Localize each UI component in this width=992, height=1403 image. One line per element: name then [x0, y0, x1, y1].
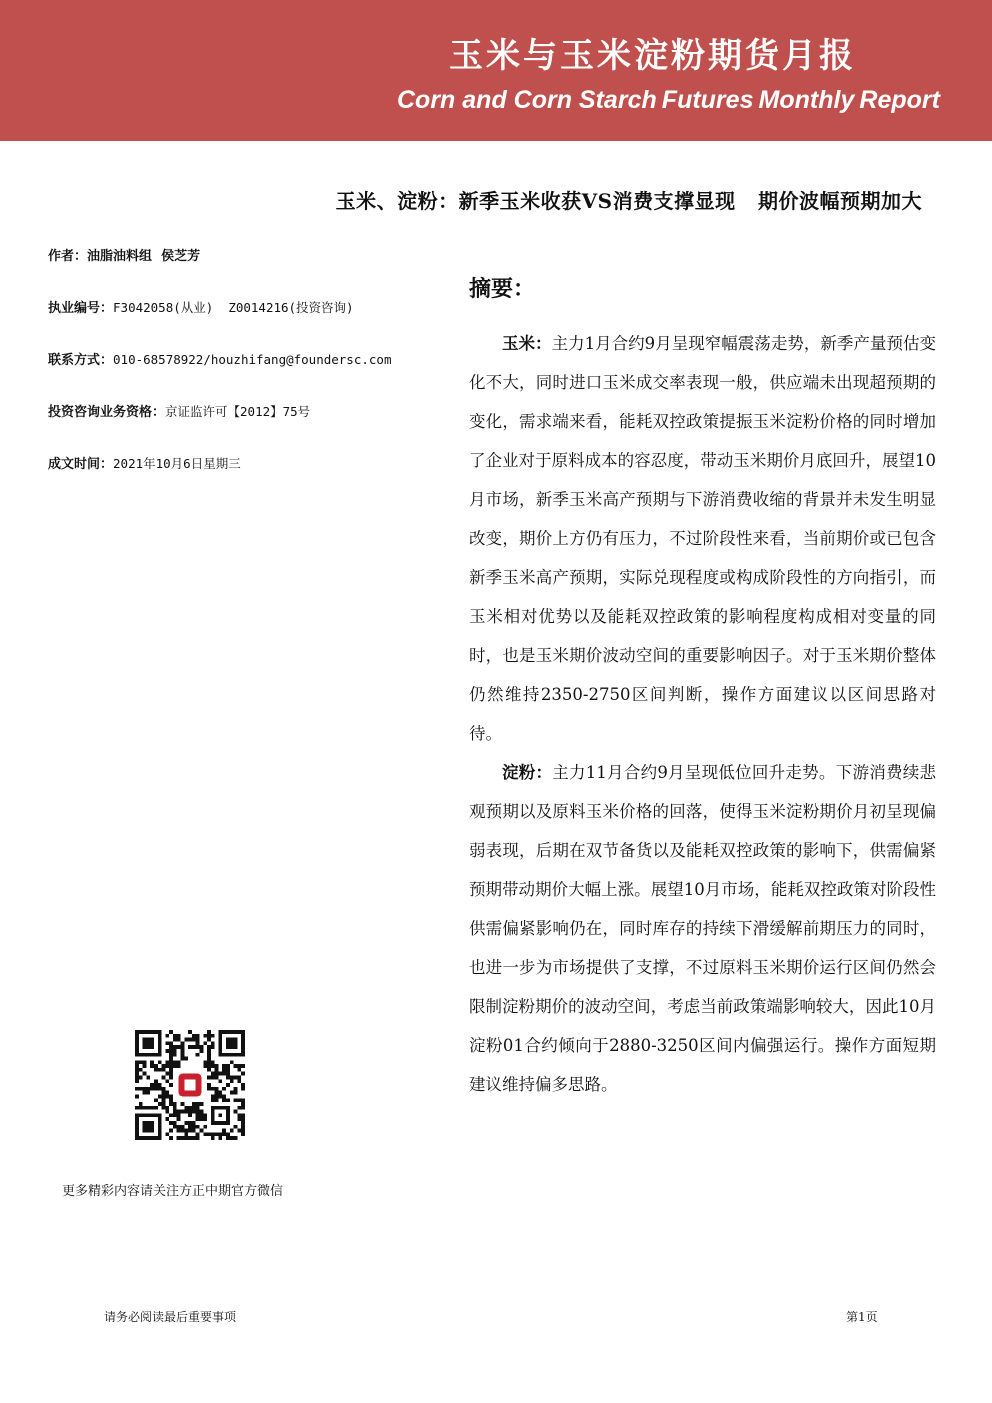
- header-banner: [0, 0, 992, 141]
- meta-qualification-label: 投资咨询业务资格：: [48, 405, 166, 420]
- footer-disclaimer: 请务必阅读最后重要事项: [104, 1310, 237, 1324]
- meta-contact: [48, 349, 391, 368]
- meta-qualification: [48, 401, 310, 420]
- abstract-starch-label: 淀粉：: [502, 763, 553, 782]
- abstract-starch-text: 主力11月合约9月呈现低位回升走势。下游消费续悲观预期以及原料玉米价格的回落，使得玉米淀粉期价月初呈现偏弱表现，后期在双节备货以及能耗双控政策的影响下，供需偏紧预期带动期价大幅上涨。展望10月市场，能耗双控政策对阶段性供需偏紧影响仍在，同时库存的持续下滑缓解前期压力的同时，也进一步为市场提供了支撑，不过原料玉米期价运行区间仍然会限制淀粉期价的波动空间，考虑当前政策端影响较大，因此10月淀粉01合约倾向于2880-3250区间内偏强运行。操作方面短期建议维持偏多思路。: [469, 763, 936, 1094]
- meta-qualification-value: 京证监许可【2012】75号: [165, 404, 311, 419]
- abstract-corn-paragraph: [469, 324, 936, 753]
- header-title-en-word: Futures: [661, 86, 754, 114]
- header-title-en: [397, 86, 940, 115]
- wechat-qr-code: [135, 1030, 245, 1140]
- footer-page-number: 第1页: [846, 1310, 878, 1324]
- header-title-en-word: Corn and Corn Starch: [397, 86, 657, 114]
- qr-center-logo: [177, 1072, 204, 1099]
- meta-contact-label: 联系方式：: [48, 353, 114, 368]
- abstract-body: [469, 324, 936, 1104]
- report-title: 玉米、淀粉：新季玉米收获VS消费支撑显现 期价波幅预期加大: [335, 189, 922, 213]
- meta-date-label: 成文时间：: [48, 457, 114, 472]
- meta-author-value: 油脂油料组 侯芝芳: [87, 249, 201, 264]
- abstract-corn-text: 主力1月合约9月呈现窄幅震荡走势，新季产量预估变化不大，同时进口玉米成交率表现一般，供应端未出现超预期的变化，需求端来看，能耗双控政策提振玉米淀粉价格的同时增加了企业对于原料成本的容忍度，带动玉米期价月底回升，展望10月市场，新季玉米高产预期与下游消费收缩的背景并未发生明显改变，期价上方仍有压力，不过阶段性来看，当前期价或已包含新季玉米高产预期，实际兑现程度或构成阶段性的方向指引，而玉米相对优势以及能耗双控政策的影响程度构成相对变量的同时，也是玉米期价波动空间的重要影响因子。对于玉米期价整体仍然维持2350-2750区间判断，操作方面建议以区间思路对待。: [469, 334, 937, 743]
- meta-license-value: F3042058(从业) Z0014216(投资咨询): [113, 300, 354, 315]
- qr-caption: 更多精彩内容请关注方正中期官方微信: [62, 1184, 284, 1199]
- abstract-corn-label: 玉米：: [502, 334, 552, 353]
- header-title-en-word: Report: [859, 86, 940, 114]
- meta-date-value: 2021年10月6日星期三: [113, 456, 241, 471]
- meta-author: [48, 245, 200, 264]
- meta-date: [48, 453, 241, 472]
- meta-license: [48, 297, 354, 316]
- meta-contact-value: 010-68578922/houzhifang@foundersc.com: [113, 352, 392, 367]
- meta-license-label: 执业编号：: [48, 301, 114, 316]
- header-title-en-word: Monthly: [758, 86, 855, 114]
- abstract-heading: 摘要：: [469, 277, 536, 302]
- meta-author-label: 作者：: [48, 249, 88, 264]
- header-title-cn: 玉米与玉米淀粉期货月报: [449, 36, 856, 76]
- abstract-starch-paragraph: [469, 753, 936, 1104]
